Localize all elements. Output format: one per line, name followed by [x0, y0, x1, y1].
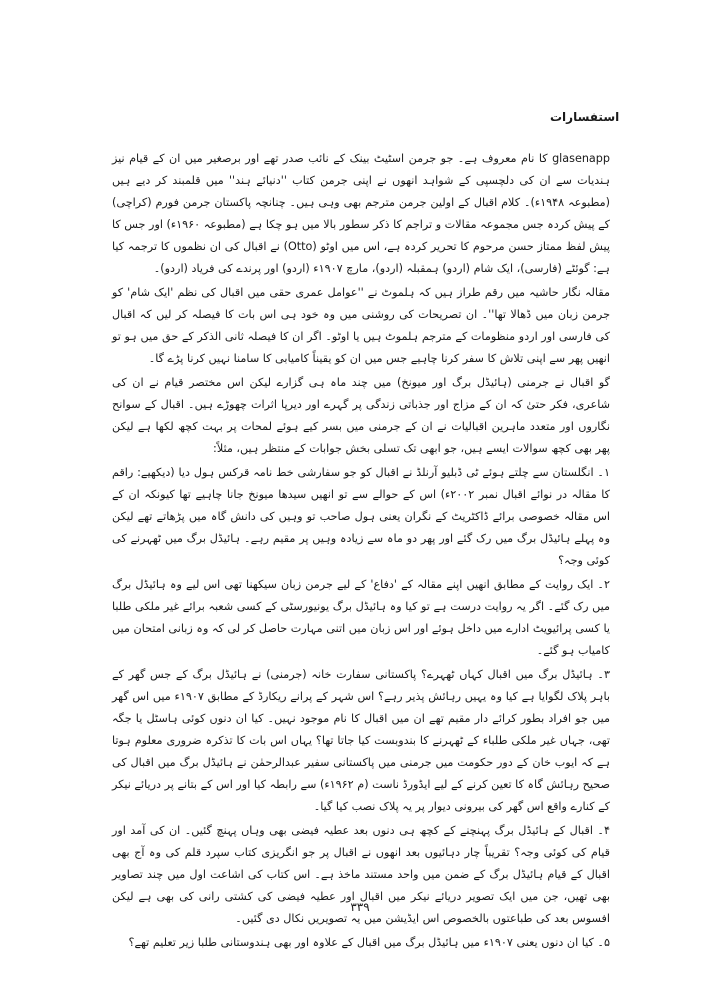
question-5: ۵۔ کیا ان دنوں یعنی ۱۹۰۷ء میں ہائیڈل برگ میں اقبال کے علاوہ اور بھی ہندوستانی طلبا زیر تعلیم تھے؟ — [128, 936, 610, 949]
question-4: ۴۔ اقبال کے ہائیڈل برگ پہنچنے کے کچھ ہی دنوں بعد عطیہ فیضی بھی وہاں پہنچ گئیں۔ ان کی آمد اور قیام کی کوئی وجہ؟ تقریباً چار دہائیوں بعد انھوں نے اقبال پر جو انگریزی کتاب سپرد قلم کی وہ آج بھی اقبال کے قیام ہائیڈل برگ کے ضمن میں واحد مستند ماخذ ہے۔ اس کتاب کی اشاعت اول میں چند تصاویر بھی تھیں، جن میں ایک تصویر دریائے نیکر میں اقبال اور عطیہ فیضی کی کشتی رانی کی بھی ہے لیکن افسوس بعد کی طباعتوں بالخصوص اس ایڈیشن میں یہ تصویریں نکال دی گئیں۔ — [112, 824, 610, 925]
page-number: ۳۳۹ — [350, 900, 370, 914]
running-header: استفسارات — [550, 110, 620, 124]
paragraph-2: مقالہ نگار حاشیہ میں رقم طراز ہیں کہ ہلموٹ نے ''عوامل عمری حقی میں اقبال کی نظم 'ایک شام' کو جرمن زبان میں ڈھالا تھا''۔ ان تصریحات کی روشنی میں وہ خود ہی اس بات کا فیصلہ کر لیں کہ اقبال کی فارسی اور اردو منظومات کے مترجم ہلموٹ ہیں یا اوٹو۔ اگر ان کا فیصلہ ثانی الذکر کے حق میں ہو تو انھیں پھر سے اپنی تلاش کا سفر کرنا چاہیے جس میں ان کو یقیناً کامیابی کا سامنا نہیں کرنا پڑے گا۔ — [112, 286, 610, 365]
question-3: ۳۔ ہائیڈل برگ میں اقبال کہاں ٹھہرے؟ پاکستانی سفارت خانہ (جرمنی) نے ہائیڈل برگ کے جس گھر کے باہر پلاک لگوایا ہے کیا وہ یہیں رہائش پذیر رہے؟ اس شہر کے پرانے ریکارڈ کے مطابق ۱۹۰۷ء میں اس گھر میں جو افراد بطور کرائے دار مقیم تھے ان میں اقبال کا نام موجود نہیں۔ کیا ان دنوں کوئی ہاسٹل یا جگہ تھی، جہاں غیر ملکی طلباء کے ٹھہرنے کا بندوبست کیا جاتا تھا؟ یہاں اس بات کا تذکرہ ضروری معلوم ہوتا ہے کہ ایوب خان کے دور حکومت میں جرمنی میں پاکستانی سفیر عبدالرحمٰن نے ہائیڈل برگ میں اقبال کی صحیح رہائش گاہ کا تعین کرنے کے لیے ایڈورڈ ناست (م ۱۹۶۲ء) سے رابطہ کیا اور اس کے بتانے پر دریائے نیکر کے کنارے واقع اس گھر کی بیرونی دیوار پر یہ پلاک نصب کیا گیا۔ — [112, 668, 611, 813]
question-1: ۱۔ انگلستان سے چلتے ہوئے ٹی ڈبلیو آرنلڈ نے اقبال کو جو سفارشی خط نامہ قرکس ہول دیا (دیکھیے: راقم کا مقالہ در نوائے اقبال نمبر ۲۰۰۲ء) اس کے حوالے سے تو انھیں سیدھا میونخ جانا چاہیے تھا کیونکہ ان کے اس مقالہ خصوصی برائے ڈاکٹریٹ کے نگران یعنی ہول صاحب تو وہیں کی دانش گاہ میں پڑھاتے تھے لیکن وہ پہلے ہائیڈل برگ میں رک گئے اور پھر دو ماہ سے زیادہ وہیں پر مقیم رہے۔ ہائیڈل برگ میں ٹھہرنے کی کوئی وجہ؟ — [112, 466, 611, 567]
question-2: ۲۔ ایک روایت کے مطابق انھیں اپنے مقالہ کے 'دفاع' کے لیے جرمن زبان سیکھنا تھی اس لیے وہ ہائیڈل برگ میں رک گئے۔ اگر یہ روایت درست ہے تو کیا وہ ہائیڈل برگ یونیورسٹی کے کسی شعبہ برائے غیر ملکی طلبا یا کسی پرائیویٹ ادارے میں داخل ہوئے اور اس زبان میں اتنی مہارت حاصل کر لی کہ وہ زبانی امتحان میں کامیاب ہو گئے۔ — [112, 578, 610, 657]
article-body — [112, 148, 610, 956]
paragraph-1: glasenapp کا نام معروف ہے۔ جو جرمن اسٹیٹ بینک کے نائب صدر تھے اور برصغیر میں ان کے قیام نیز ہندیات سے ان کی دلچسپی کے شواہد انھوں نے اپنی جرمن کتاب ''دنیائے ہند'' میں قلمبند کر دیے ہیں (مطبوعہ ۱۹۴۸ء)۔ کلام اقبال کے اولین جرمن مترجم بھی وہی ہیں۔ چنانچہ پاکستان جرمن فورم (کراچی) کے پیش کردہ جس مجموعہ مقالات و تراجم کا ذکر سطور بالا میں ہو چکا ہے (مطبوعہ ۱۹۶۰ء) اور جس کا پیش لفظ ممتاز حسن مرحوم کا تحریر کردہ ہے، اس میں اوٹو (Otto) نے اقبال کی ان نظموں کا ترجمہ کیا ہے: گوئٹے (فارسی)، ایک شام (اردو) ہمقبلہ (اردو)، مارچ ۱۹۰۷ء (اردو) اور پرندے کی فریاد (اردو)۔ — [112, 152, 611, 275]
paragraph-3: گو اقبال نے جرمنی (ہائیڈل برگ اور میونخ) میں چند ماہ ہی گزارے لیکن اس مختصر قیام نے ان کی شاعری، فکر حتیٰ کہ ان کے مزاج اور جذباتی زندگی پر گہرے اور دیرپا اثرات چھوڑے ہیں۔ اقبال کے سوانح نگاروں اور متعدد ماہرین اقبالیات نے ان کے جرمنی میں بسر کیے ہوئے لمحات پر بہت کچھ لکھا ہے لیکن پھر بھی کچھ سوالات ایسے ہیں، جو ابھی تک تسلی بخش جوابات کے منتظر ہیں، مثلاً: — [112, 376, 610, 455]
